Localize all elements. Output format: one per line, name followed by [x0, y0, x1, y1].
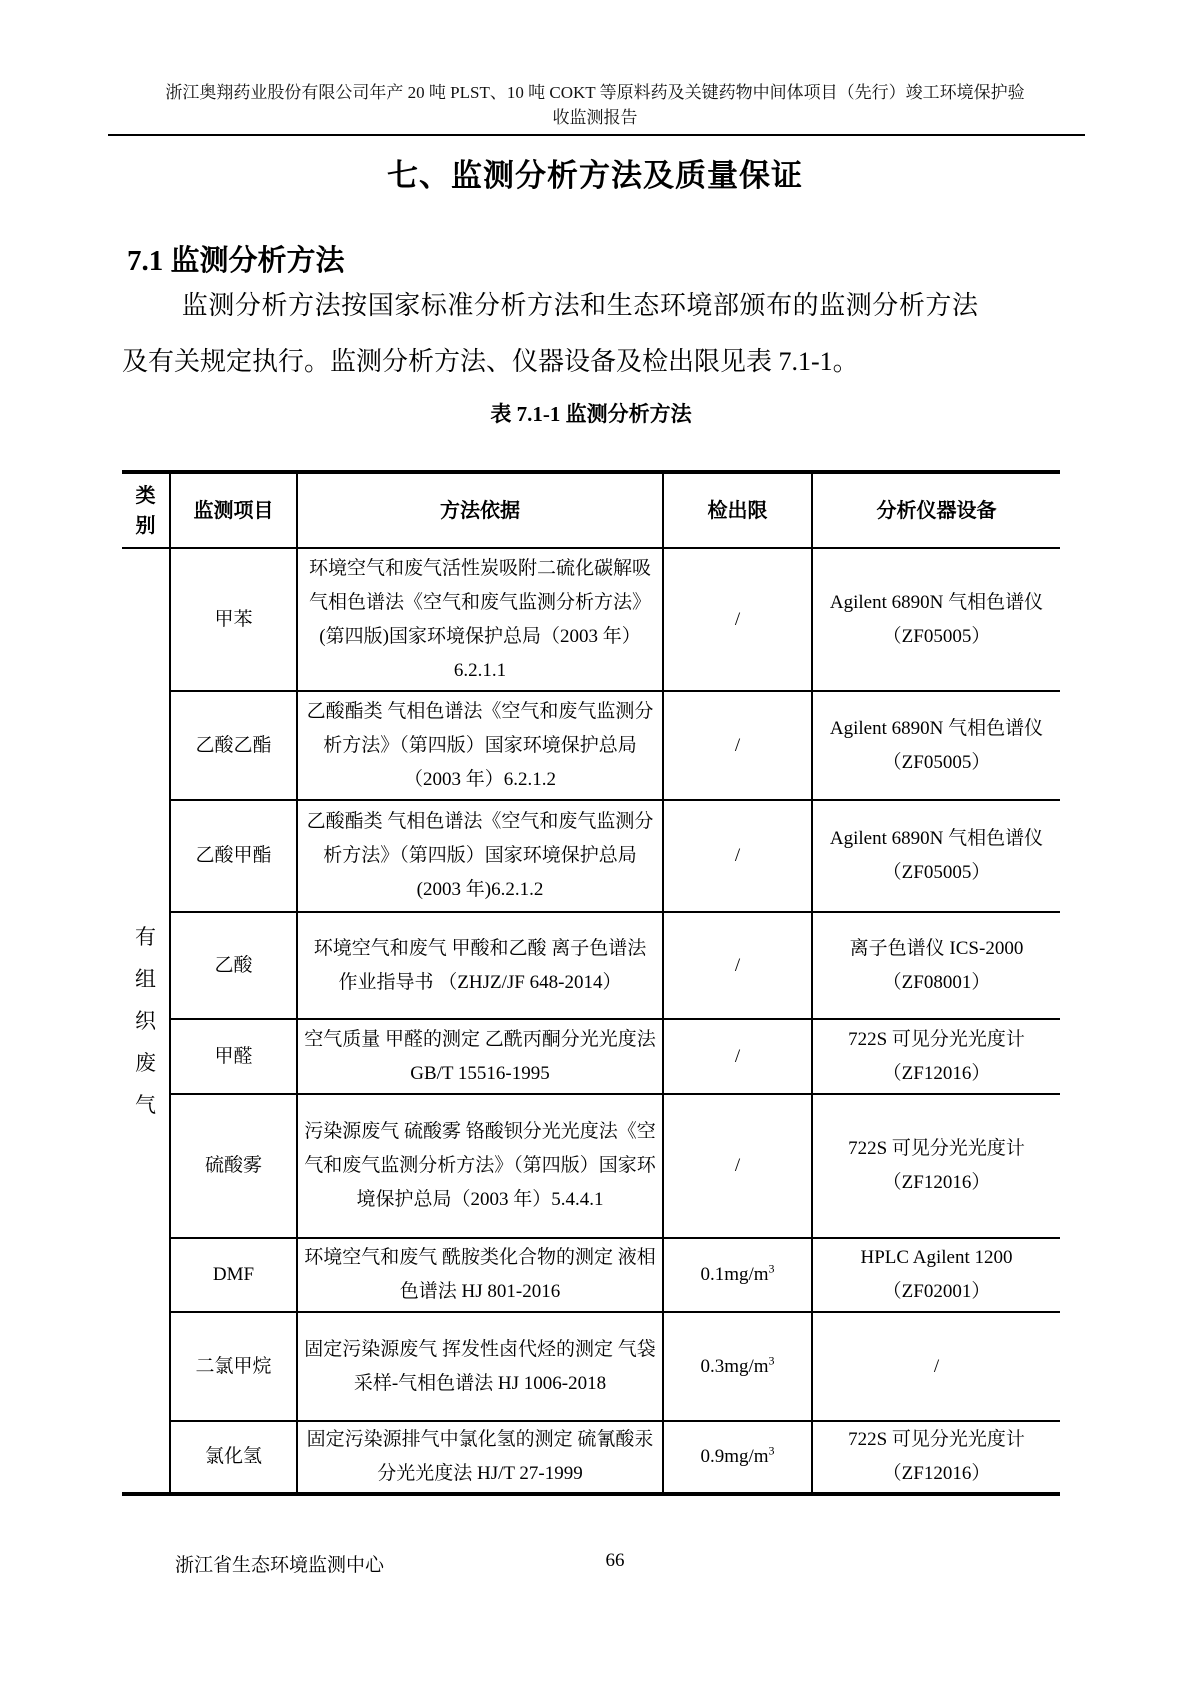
- page-number: 66: [605, 1550, 625, 1571]
- item-cell: 乙酸: [170, 912, 297, 1019]
- instrument-cell: 离子色谱仪 ICS-2000（ZF08001）: [812, 912, 1060, 1019]
- instrument-cell: /: [812, 1312, 1060, 1421]
- limit-value: 0.1mg/m: [700, 1264, 769, 1285]
- running-header: [105, 80, 1085, 130]
- category-label: 有组织废气: [135, 924, 156, 1117]
- item-cell: DMF: [170, 1238, 297, 1312]
- method-cell: 污染源废气 硫酸雾 铬酸钡分光光度法《空气和废气监测分析方法》（第四版）国家环境保护总局（2003 年）5.4.4.1: [297, 1094, 663, 1238]
- item-cell: 甲苯: [170, 548, 297, 691]
- item-cell: 氯化氢: [170, 1421, 297, 1494]
- col-header-category: [122, 472, 170, 548]
- col-header-method: 方法依据: [297, 472, 663, 548]
- col-header-instrument: 分析仪器设备: [812, 472, 1060, 548]
- section-heading: 7.1 监测分析方法: [127, 245, 345, 277]
- item-cell: 甲醛: [170, 1019, 297, 1094]
- col-header-limit: 检出限: [663, 472, 812, 548]
- limit-cell: [663, 1238, 812, 1312]
- limit-cell: [663, 1421, 812, 1494]
- table-row: [122, 691, 1060, 800]
- limit-exponent: 3: [768, 1353, 775, 1368]
- table-row: [122, 800, 1060, 912]
- table-header-row: [122, 472, 1060, 548]
- limit-value: /: [734, 845, 741, 866]
- limit-value: 0.3mg/m: [700, 1355, 769, 1377]
- table-row: [122, 548, 1060, 691]
- limit-cell: [663, 691, 812, 800]
- method-cell: 固定污染源废气 挥发性卤代烃的测定 气袋采样-气相色谱法 HJ 1006-2018: [297, 1312, 663, 1421]
- limit-exponent: 3: [768, 1443, 775, 1458]
- method-cell: 环境空气和废气 甲酸和乙酸 离子色谱法 作业指导书 （ZHJZ/JF 648-2014）: [297, 912, 663, 1019]
- method-cell: 乙酸酯类 气相色谱法《空气和废气监测分析方法》（第四版）国家环境保护总局(2003 年)6.2.1.2: [297, 800, 663, 912]
- item-cell: 乙酸甲酯: [170, 800, 297, 912]
- instrument-cell: 722S 可见分光光度计（ZF12016）: [812, 1094, 1060, 1238]
- table-row: [122, 1238, 1060, 1312]
- instrument-cell: 722S 可见分光光度计（ZF12016）: [812, 1421, 1060, 1494]
- limit-cell: [663, 912, 812, 1019]
- table-row: [122, 1312, 1060, 1421]
- limit-value: /: [734, 734, 741, 756]
- col-header-item: 监测项目: [170, 472, 297, 548]
- table-caption: 表 7.1-1 监测分析方法: [490, 402, 692, 426]
- running-header-line1: 浙江奥翔药业股份有限公司年产 20 吨 PLST、10 吨 COKT 等原料药及关键药物中间体项目（先行）竣工环境保护验: [165, 83, 1025, 102]
- body-paragraph: 监测分析方法按国家标准分析方法和生态环境部颁布的监测分析方法及有关规定执行。监测分析方法、仪器设备及检出限见表 7.1-1。: [122, 291, 978, 376]
- table-row: [122, 912, 1060, 1019]
- instrument-cell: Agilent 6890N 气相色谱仪（ZF05005）: [812, 691, 1060, 800]
- limit-value: /: [734, 954, 741, 976]
- method-cell: 空气质量 甲醛的测定 乙酰丙酮分光光度法 GB/T 15516-1995: [297, 1019, 663, 1094]
- instrument-cell: Agilent 6890N 气相色谱仪（ZF05005）: [812, 548, 1060, 691]
- method-cell: 环境空气和废气 酰胺类化合物的测定 液相色谱法 HJ 801-2016: [297, 1238, 663, 1312]
- header-rule: [108, 134, 1085, 136]
- method-cell: 环境空气和废气活性炭吸附二硫化碳解吸气相色谱法《空气和废气监测分析方法》 (第四版)国家环境保护总局（2003 年）6.2.1.1: [297, 548, 663, 691]
- limit-cell: [663, 1312, 812, 1421]
- instrument-cell: HPLC Agilent 1200（ZF02001）: [812, 1238, 1060, 1312]
- limit-cell: [663, 1019, 812, 1094]
- instrument-cell: Agilent 6890N 气相色谱仪（ZF05005）: [812, 800, 1060, 912]
- item-cell: 二氯甲烷: [170, 1312, 297, 1421]
- limit-value: 0.9mg/m: [700, 1446, 769, 1467]
- analysis-methods-table: [122, 470, 1060, 1496]
- table-row: [122, 1019, 1060, 1094]
- limit-cell: [663, 548, 812, 691]
- limit-cell: [663, 800, 812, 912]
- table-row: [122, 1094, 1060, 1238]
- method-cell: 乙酸酯类 气相色谱法《空气和废气监测分析方法》（第四版）国家环境保护总局（2003 年）6.2.1.2: [297, 691, 663, 800]
- limit-exponent: 3: [768, 1261, 775, 1276]
- instrument-cell: 722S 可见分光光度计（ZF12016）: [812, 1019, 1060, 1094]
- limit-value: /: [734, 608, 741, 630]
- limit-value: /: [734, 1045, 741, 1067]
- limit-value: /: [734, 1155, 741, 1176]
- category-cell: [122, 548, 170, 1494]
- page-title: 七、监测分析方法及质量保证: [387, 158, 803, 193]
- table-row: [122, 1421, 1060, 1494]
- method-cell: 固定污染源排气中氯化氢的测定 硫氰酸汞分光光度法 HJ/T 27-1999: [297, 1421, 663, 1494]
- running-header-line2: 收监测报告: [552, 108, 638, 127]
- item-cell: 硫酸雾: [170, 1094, 297, 1238]
- item-cell: 乙酸乙酯: [170, 691, 297, 800]
- col-header-category-label: 类别: [135, 484, 156, 537]
- limit-cell: [663, 1094, 812, 1238]
- footer-org: 浙江省生态环境监测中心: [175, 1555, 385, 1576]
